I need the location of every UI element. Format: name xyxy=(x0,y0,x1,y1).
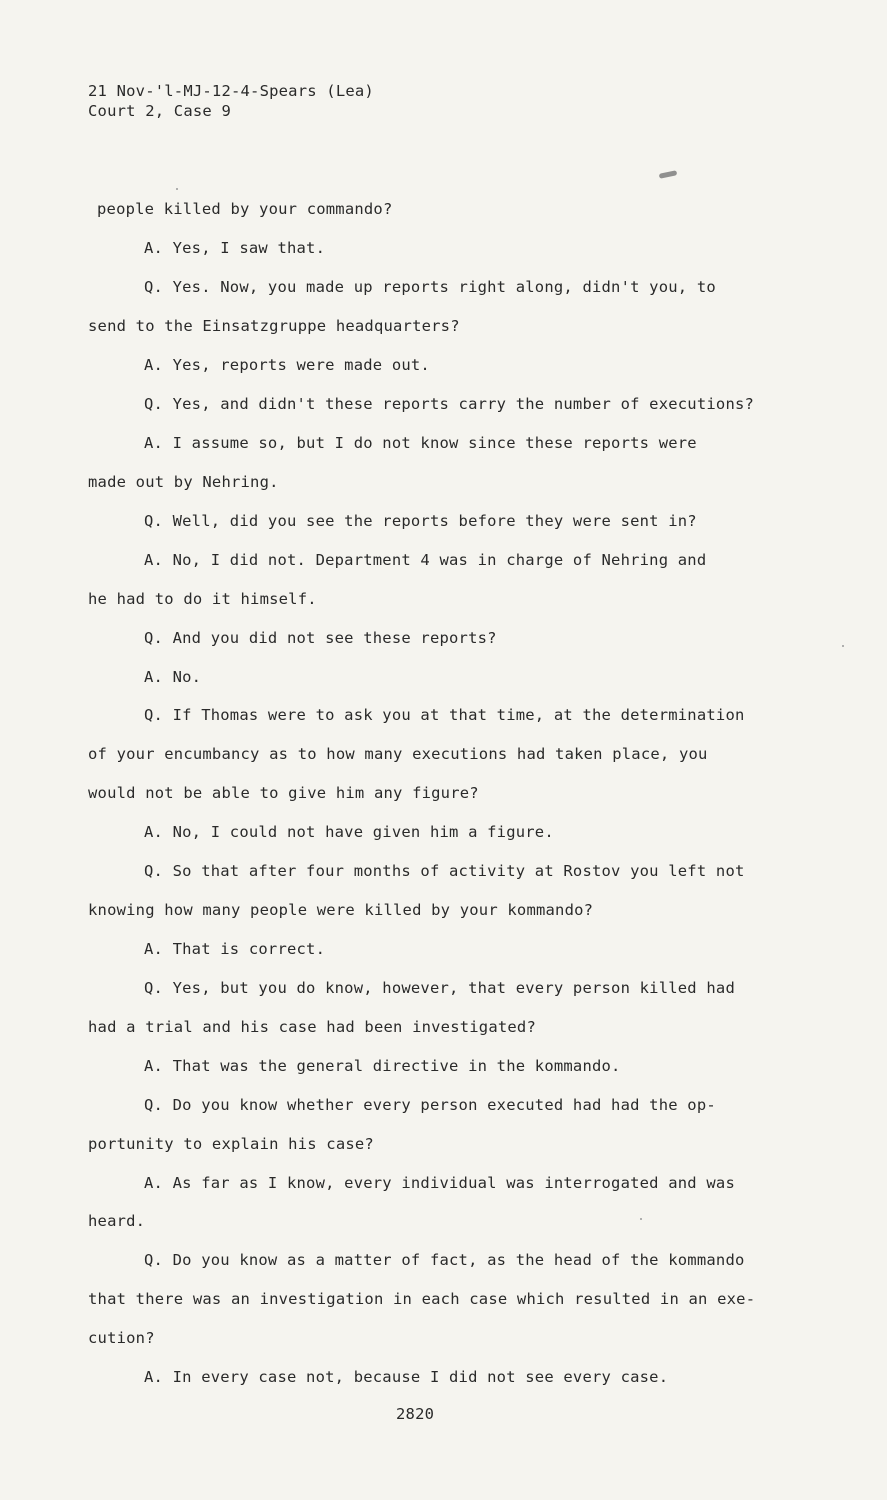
transcript-line: A. That was the general directive in the kommando. xyxy=(144,1057,621,1075)
transcript-line: that there was an investigation in each case which resulted in an exe- xyxy=(88,1290,756,1308)
transcript-line: Q. Yes, and didn't these reports carry the number of executions? xyxy=(144,395,755,413)
transcript-line: A. Yes, reports were made out. xyxy=(144,356,430,374)
transcript-line: A. As far as I know, every individual was interrogated and was xyxy=(144,1174,735,1192)
transcript-line: Q. Yes. Now, you made up reports right along, didn't you, to xyxy=(144,278,716,296)
header-court-line: Court 2, Case 9 xyxy=(88,102,231,120)
paper-speck xyxy=(842,645,844,647)
transcript-line: heard. xyxy=(88,1212,146,1230)
transcript-line: portunity to explain his case? xyxy=(88,1135,374,1153)
transcript-line: Q. Well, did you see the reports before they were sent in? xyxy=(144,512,697,530)
page-number: 2820 xyxy=(396,1405,435,1423)
transcript-line: Q. Yes, but you do know, however, that every person killed had xyxy=(144,979,735,997)
transcript-line: A. That is correct. xyxy=(144,940,326,958)
paper-speck xyxy=(176,188,178,190)
transcript-line: A. Yes, I saw that. xyxy=(144,239,326,257)
transcript-line: Q. If Thomas were to ask you at that time, at the determination xyxy=(144,706,745,724)
transcript-line: he had to do it himself. xyxy=(88,590,317,608)
transcript-line: made out by Nehring. xyxy=(88,473,279,491)
transcript-line: Q. Do you know as a matter of fact, as the head of the kommando xyxy=(144,1251,745,1269)
transcript-line: A. I assume so, but I do not know since these reports were xyxy=(144,434,697,452)
ink-smudge xyxy=(659,170,678,179)
transcript-line: A. No. xyxy=(144,668,202,686)
transcript-line: cution? xyxy=(88,1329,155,1347)
transcript-line: Q. So that after four months of activity at Rostov you left not xyxy=(144,862,745,880)
transcript-line: people killed by your commando? xyxy=(97,200,393,218)
transcript-line: Q. Do you know whether every person executed had had the op- xyxy=(144,1096,716,1114)
transcript-line: A. In every case not, because I did not see every case. xyxy=(144,1368,669,1386)
transcript-line: send to the Einsatzgruppe headquarters? xyxy=(88,317,460,335)
transcript-line: A. No, I did not. Department 4 was in charge of Nehring and xyxy=(144,551,707,569)
transcript-line: had a trial and his case had been investigated? xyxy=(88,1018,536,1036)
transcript-line: of your encumbancy as to how many executions had taken place, you xyxy=(88,745,708,763)
paper-speck xyxy=(640,1218,642,1220)
transcript-line: Q. And you did not see these reports? xyxy=(144,629,497,647)
header-date-line: 21 Nov-'l-MJ-12-4-Spears (Lea) xyxy=(88,82,374,100)
transcript-line: A. No, I could not have given him a figure. xyxy=(144,823,554,841)
transcript-line: would not be able to give him any figure? xyxy=(88,784,479,802)
transcript-line: knowing how many people were killed by your kommando? xyxy=(88,901,594,919)
